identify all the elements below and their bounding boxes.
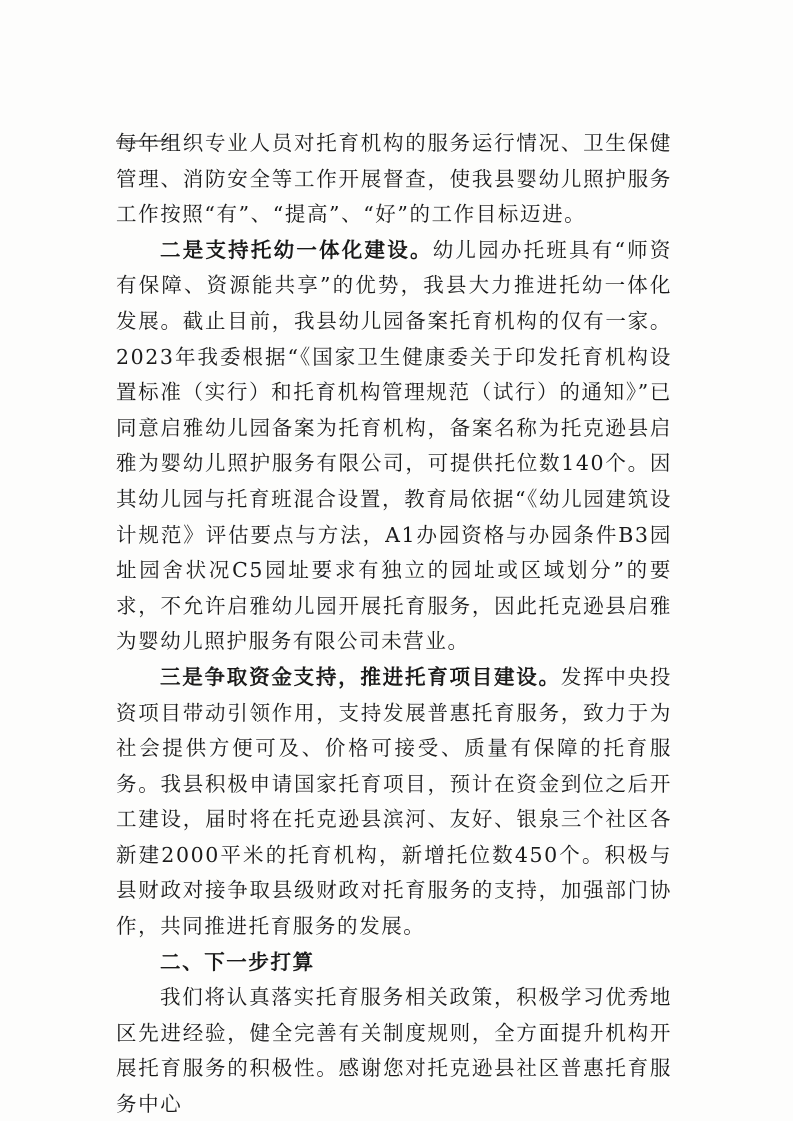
paragraph-toyou-integration — [116, 233, 672, 660]
document-body — [116, 126, 672, 1123]
paragraph-text: 每年组织专业人员对托育机构的服务运行情况、卫生保健管理、消防安全等工作开展督查，使我县婴幼儿照护服务工作按照“有”、“提高”、“好”的工作目标迈进。 — [116, 131, 672, 227]
section-heading: 二、下一步打算 — [160, 949, 315, 974]
paragraph-lead-bold: 三是争取资金支持，推进托育项目建设。 — [160, 664, 561, 689]
paragraph-closing: 我们将认真落实托育服务相关政策，积极学习优秀地区先进经验，健全完善有关制度规则，全方面提升机构开展托育服务的积极性。感谢您对托克逊县社区普惠托育服务中心 — [116, 985, 672, 1117]
paragraph-continuation — [116, 126, 672, 233]
paragraph-lead-bold: 二是支持托幼一体化建设。 — [160, 237, 433, 262]
paragraph-text: 幼儿园办托班具有“师资有保障、资源能共享”的优势，我县大力推进托幼一体化发展。截止目前，我县幼儿园备案托育机构的仅有一家。2023年我委根据“《国家卫生健康委关于印发托育机构设置标准（实行）和托育机构管理规范（试行）的通知》”已同意启雅幼儿园备案为托育机构，备案名称为托克逊县启雅为婴幼儿照护服务有限公司，可提供托位数140个。因其幼儿园与托育班混合设置，教育局依据“《幼儿园建筑设计规范》评估要点与方法，A1办园资格与办园条件B3园址园舍状况C5园址要求有独立的园址或区域划分”的要求，不允许启雅幼儿园开展托育服务，因此托克逊县启雅为婴幼儿照护服务有限公司未营业。 — [116, 237, 672, 654]
paragraph-funding-support — [116, 660, 672, 945]
paragraph-text: 发挥中央投资项目带动引领作用，支持发展普惠托育服务，致力于为社会提供方便可及、价格可接受、质量有保障的托育服务。我县积极申请国家托育项目，预计在资金到位之后开工建设，届时将在托克逊县滨河、友好、银泉三个社区各新建2000平米的托育机构，新增托位数450个。积极与县财政对接争取县级财政对托育服务的支持，加强部门协作，共同推进托育服务的发展。 — [116, 664, 672, 939]
